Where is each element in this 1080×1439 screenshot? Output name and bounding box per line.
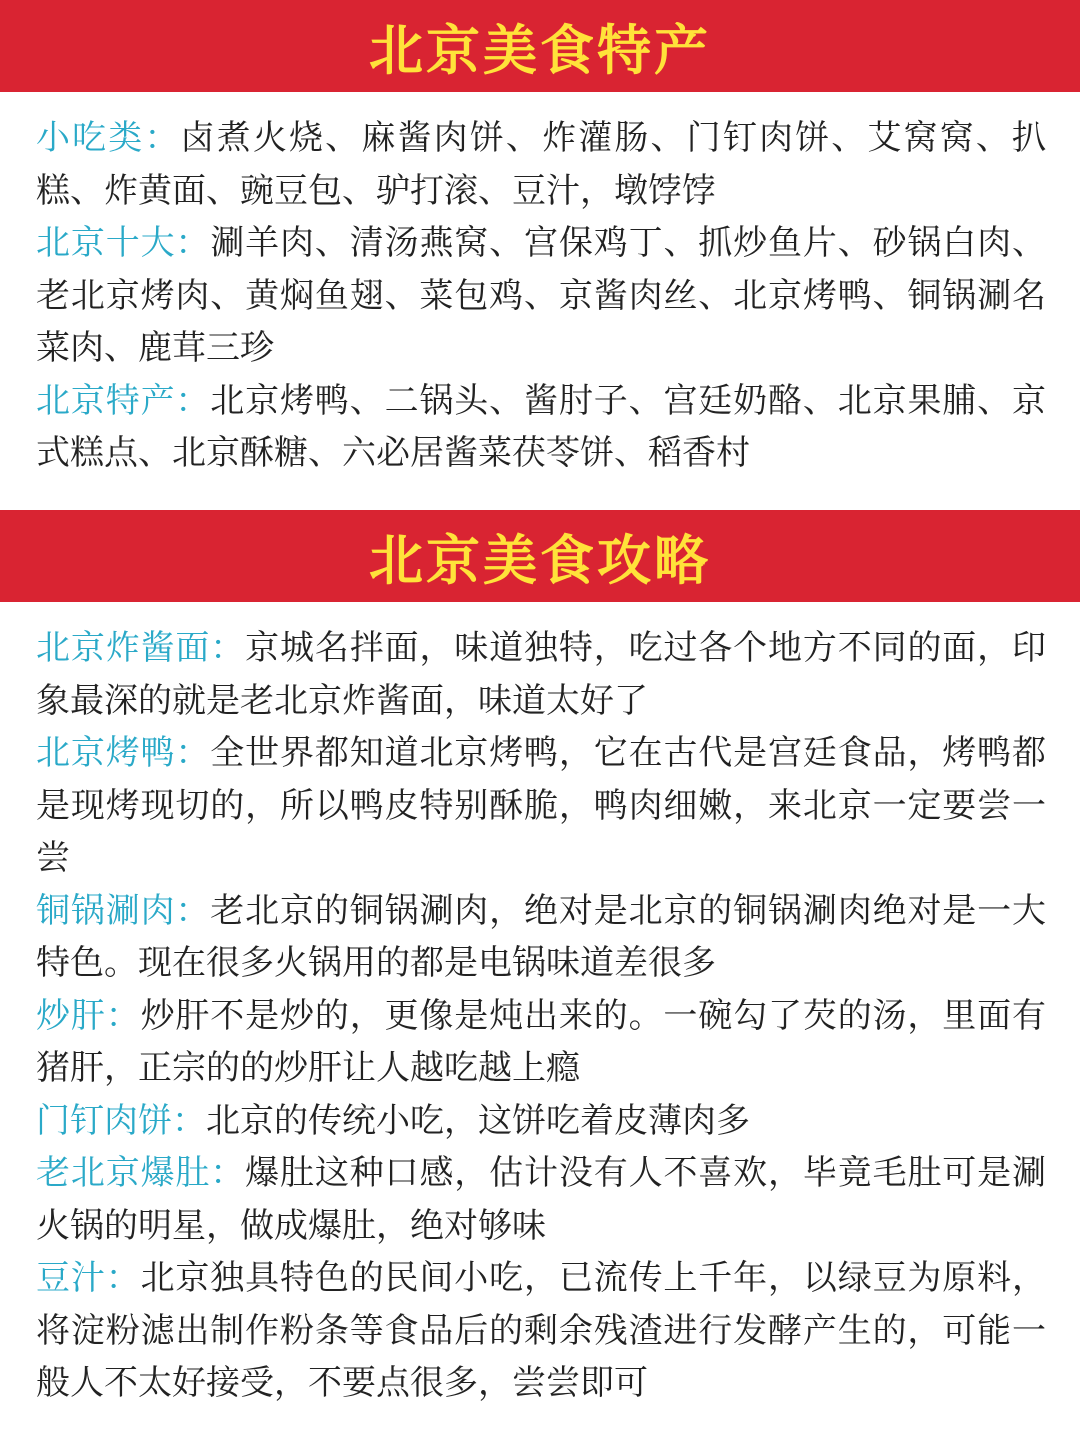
entry-text: 老北京的铜锅涮肉，绝对是北京的铜锅涮肉绝对是一大特色。现在很多火锅用的都是电锅味道差很多 [36,890,1047,983]
entry-text: 涮羊肉、清汤燕窝、宫保鸡丁、抓炒鱼片、砂锅白肉、老北京烤肉、黄焖鱼翅、菜包鸡、京酱肉丝、北京烤鸭、铜锅涮名菜肉、鹿茸三珍 [36,223,1047,368]
entry-label: 老北京爆肚： [36,1153,246,1193]
entry-label: 北京十大： [36,223,211,263]
list-item-local-products [36,375,1046,480]
entry-text: 炒肝不是炒的，更像是炖出来的。一碗勾了芡的汤，里面有猪肝，正宗的的炒肝让人越吃越上瘾 [36,995,1047,1088]
entry-label: 北京特产： [36,380,211,421]
guide-title: 北京美食攻略 [369,528,711,592]
entry-label: 炒肝： [36,995,141,1036]
entry-label: 门钉肉饼： [36,1100,206,1141]
entry-text: 爆肚这种口感，估计没有人不喜欢，毕竟毛肚可是涮火锅的明星，做成爆肚，绝对够味 [36,1153,1047,1246]
entry-label: 豆汁： [36,1258,141,1298]
list-item-douzhi [36,1252,1046,1410]
entry-text: 卤煮火烧、麻酱肉饼、炸灌肠、门钉肉饼、艾窝窝、扒糕、炸黄面、豌豆包、驴打滚、豆汁，墩饽饽 [36,118,1046,211]
entry-label: 铜锅涮肉： [36,890,211,931]
entry-text: 北京烤鸭、二锅头、酱肘子、宫廷奶酪、北京果脯、京式糕点、北京酥糖、六必居酱菜茯苓饼、稻香村 [36,380,1047,473]
list-item-baodu [36,1147,1046,1252]
entry-label: 北京烤鸭： [36,733,211,773]
list-item-top-ten [36,217,1046,375]
entry-text: 北京独具特色的民间小吃，已流传上千年，以绿豆为原料，将淀粉滤出制作粉条等食品后的剩余残渣进行发酵产生的，可能一般人不太好接受，不要点很多，尝尝即可 [36,1258,1047,1403]
specialties-banner [0,0,1080,92]
entry-text: 北京的传统小吃，这饼吃着皮薄肉多 [206,1100,750,1141]
guide-section [36,622,1046,1410]
entry-text: 京城名拌面，味道独特，吃过各个地方不同的面，印象最深的就是老北京炸酱面，味道太好了 [36,628,1047,721]
specialties-title: 北京美食特产 [369,18,711,82]
specialties-section [36,112,1046,480]
list-item-copper-hotpot [36,885,1046,990]
list-item-snacks [36,112,1046,217]
guide-banner [0,510,1080,602]
list-item-mending-pie [36,1095,1046,1148]
list-item-chaogan [36,990,1046,1095]
entry-label: 北京炸酱面： [36,628,246,668]
list-item-roast-duck [36,727,1046,885]
list-item-zhajiangmian [36,622,1046,727]
entry-text: 全世界都知道北京烤鸭，它在古代是宫廷食品，烤鸭都是现烤现切的，所以鸭皮特别酥脆，鸭肉细嫩，来北京一定要尝一尝 [36,733,1047,878]
entry-label: 小吃类： [36,118,181,158]
